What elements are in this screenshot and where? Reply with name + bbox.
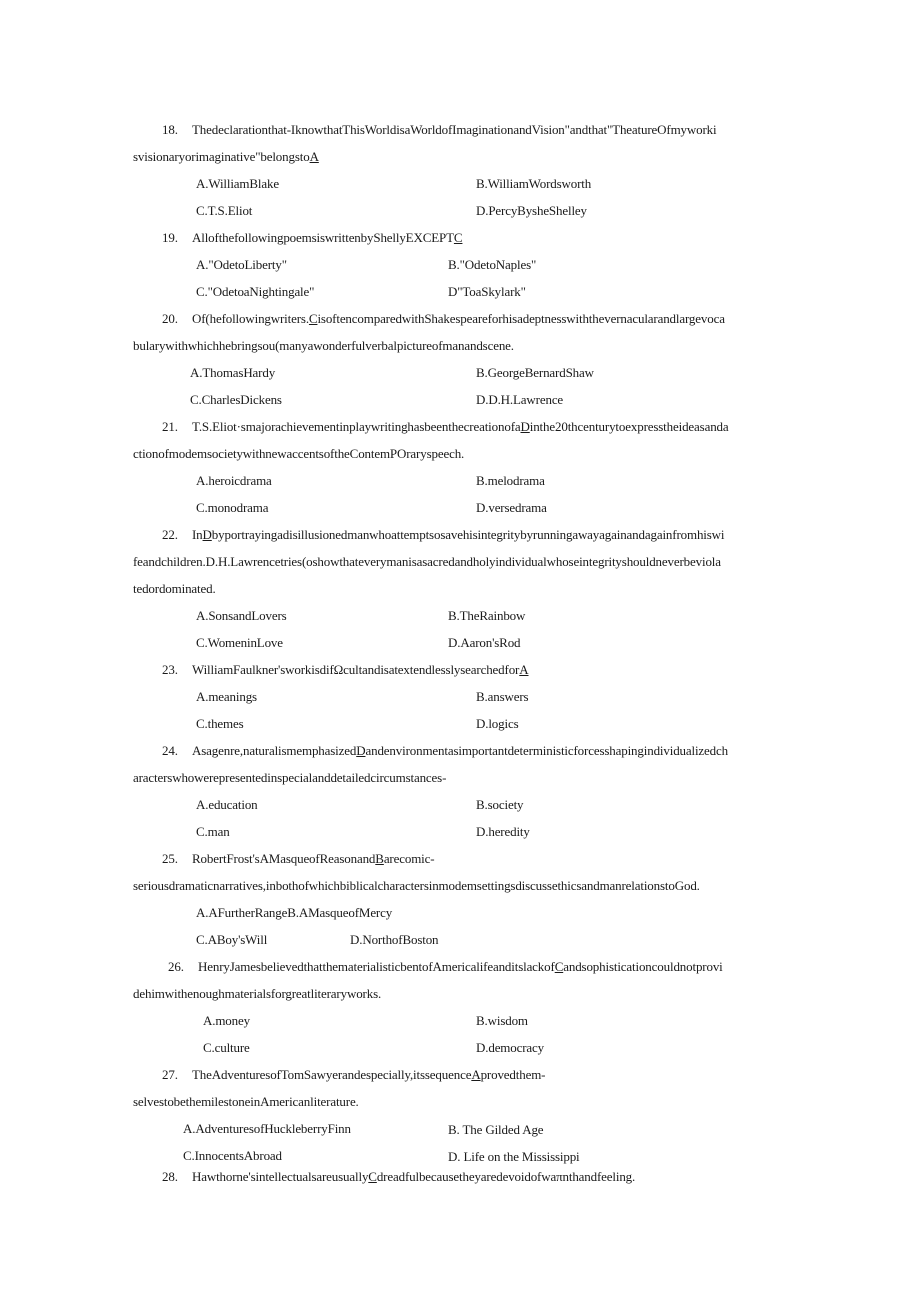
answer-option: B."OdetoNaples" bbox=[448, 257, 537, 272]
stem-text: arecomic‐ bbox=[383, 851, 435, 866]
answer-option: C.monodrama bbox=[196, 500, 269, 515]
stem-text: bularywithwhichhebringsou(manyawonderfulverbalpictureofmanandscene. bbox=[133, 338, 514, 353]
question-stem-line bbox=[133, 149, 319, 165]
stem-text: Asagenre,naturalismemphasized bbox=[192, 743, 357, 758]
question-number: 20. bbox=[162, 311, 178, 326]
stem-text: svisionaryorimaginative"belongsto bbox=[133, 149, 310, 164]
answer-option: B.GeorgeBernardShaw bbox=[476, 365, 594, 380]
answer-option: D.democracy bbox=[476, 1040, 545, 1055]
stem-text: byportrayingadisillusionedmanwhoattemptsosavehisintegritybyrunningawayagainandagainfromhiswi bbox=[211, 527, 725, 542]
question-stem-line bbox=[133, 1094, 359, 1110]
answer-option: D. Life on the Mississippi bbox=[448, 1149, 580, 1164]
stem-text: aracterswhowerepresentedinspecialanddetailedcircumstances‐ bbox=[133, 770, 447, 785]
answer-option: B.answers bbox=[476, 689, 529, 704]
answer-key: A bbox=[309, 149, 319, 164]
question-number: 22. bbox=[162, 527, 178, 542]
stem-text: selvestobethemilestoneinAmericanliterature. bbox=[133, 1094, 359, 1109]
answer-option: A.SonsandLovers bbox=[196, 608, 287, 623]
question-number: 26. bbox=[168, 959, 184, 974]
answer-option: A."OdetoLiberty" bbox=[196, 257, 287, 272]
answer-key: D bbox=[202, 527, 212, 542]
answer-option: B.WilliamWordsworth bbox=[476, 176, 592, 191]
question-stem-line bbox=[133, 986, 381, 1002]
answer-key: C bbox=[453, 230, 463, 245]
answer-key: D bbox=[356, 743, 366, 758]
answer-option: A.WilliamBlake bbox=[196, 176, 279, 191]
question-stem-line bbox=[192, 419, 729, 435]
stem-text: feandchildren.D.H.Lawrencetries(oshowthateverymanisasacredandholyindividualwhoseintegrityshouldneverbeviola bbox=[133, 554, 721, 569]
answer-option: C.WomeninLove bbox=[196, 635, 283, 650]
answer-key: C bbox=[554, 959, 564, 974]
stem-text: Of(hefollowingwriters. bbox=[192, 311, 309, 326]
answer-option: A.AdventuresofHuckleberryFinn bbox=[183, 1121, 351, 1136]
question-number: 19. bbox=[162, 230, 178, 245]
stem-text: WilliamFaulkner'sworkisdifΩcultandisatextendlesslysearchedfor bbox=[192, 662, 520, 677]
answer-option: D.heredity bbox=[476, 824, 530, 839]
stem-text: dehimwithenoughmaterialsforgreatliteraryworks. bbox=[133, 986, 382, 1001]
stem-text: seriousdramaticnarratives,inbothofwhichbiblicalcharactersinmodemsettingsdiscussethicsandmanrelationstoGod. bbox=[133, 878, 700, 893]
answer-key: A bbox=[471, 1067, 481, 1082]
answer-key: D bbox=[520, 419, 530, 434]
answer-option: D.logics bbox=[476, 716, 519, 731]
answer-option: A.ThomasHardy bbox=[190, 365, 276, 380]
answer-option: B.melodrama bbox=[476, 473, 545, 488]
answer-option: D.PercyBysheShelley bbox=[476, 203, 587, 218]
answer-option: D.Aaron'sRod bbox=[448, 635, 521, 650]
question-number: 27. bbox=[162, 1067, 178, 1082]
stem-text: Thedeclarationthat‐IknowthatThisWorldisaWorldofImaginationandVision"andthat"TheatureOfmyworki bbox=[192, 122, 717, 137]
answer-key: C bbox=[308, 311, 318, 326]
question-stem-line bbox=[192, 1067, 545, 1083]
answer-option: C.T.S.Eliot bbox=[196, 203, 253, 218]
answer-option: C.InnocentsAbroad bbox=[183, 1148, 282, 1163]
stem-text: In bbox=[192, 527, 203, 542]
answer-option: C.culture bbox=[203, 1040, 250, 1055]
stem-text: dreadfulbecausetheyaredevoidofwaπnthandfeeling. bbox=[376, 1169, 636, 1184]
question-stem-line bbox=[192, 851, 434, 867]
stem-text: T.S.Eliot·smajorachievementinplaywritinghasbeenthecreationofa bbox=[192, 419, 521, 434]
stem-text: RobertFrost'sAMasqueofReasonand bbox=[192, 851, 376, 866]
stem-text: TheAdventuresofTomSawyerandespecially,itssequence bbox=[192, 1067, 472, 1082]
answer-option: A.money bbox=[203, 1013, 250, 1028]
question-number: 21. bbox=[162, 419, 178, 434]
question-stem-line bbox=[192, 527, 724, 543]
answer-option: B.society bbox=[476, 797, 524, 812]
stem-text: andsophisticationcouldnotprovi bbox=[563, 959, 723, 974]
answer-option: A.education bbox=[196, 797, 258, 812]
question-stem-line bbox=[192, 311, 725, 327]
stem-text: andenvironmentasimportantdeterministicforcesshapingindividualizedch bbox=[365, 743, 728, 758]
answer-option: B.wisdom bbox=[476, 1013, 528, 1028]
answer-option: C."OdetoaNightingale" bbox=[196, 284, 315, 299]
answer-option: D.NorthofBoston bbox=[350, 932, 439, 947]
answer-key: A bbox=[519, 662, 529, 677]
question-number: 18. bbox=[162, 122, 178, 137]
question-stem-line bbox=[133, 554, 721, 570]
stem-text: inthe20thcenturytoexpresstheideasanda bbox=[529, 419, 729, 434]
question-stem-line bbox=[133, 446, 464, 462]
question-stem-line bbox=[192, 743, 728, 759]
stem-text: ctionofmodemsocietywithnewaccentsoftheContemPOraryspeech. bbox=[133, 446, 465, 461]
question-number: 25. bbox=[162, 851, 178, 866]
question-number: 24. bbox=[162, 743, 178, 758]
answer-option: A.meanings bbox=[196, 689, 257, 704]
answer-key: C bbox=[368, 1169, 377, 1184]
question-stem-line bbox=[133, 581, 216, 597]
answer-option: B. The Gilded Age bbox=[448, 1122, 544, 1137]
question-stem-line bbox=[192, 662, 529, 678]
answer-option: C.CharlesDickens bbox=[190, 392, 282, 407]
answer-option: C.man bbox=[196, 824, 230, 839]
question-number: 28. bbox=[162, 1169, 178, 1184]
answer-option: D.versedrama bbox=[476, 500, 547, 515]
answer-option: C.ABoy'sWill bbox=[196, 932, 268, 947]
question-stem-line bbox=[133, 338, 514, 354]
answer-option: D"ToaSkylark" bbox=[448, 284, 526, 299]
question-stem-line bbox=[192, 1169, 635, 1185]
answer-option: B.TheRainbow bbox=[448, 608, 526, 623]
answer-option: D.D.H.Lawrence bbox=[476, 392, 564, 407]
question-stem-line bbox=[198, 959, 723, 975]
answer-option: A.AFurtherRangeB.AMasqueofMercy bbox=[196, 905, 393, 920]
answer-option: C.themes bbox=[196, 716, 244, 731]
answer-key: B bbox=[375, 851, 384, 866]
stem-text: provedthem‐ bbox=[480, 1067, 546, 1082]
stem-text: Hawthorne'sintellectualsareusually bbox=[192, 1169, 369, 1184]
stem-text: AllofthefollowingpoemsiswrittenbyShellyEXCEPT bbox=[192, 230, 454, 245]
question-stem-line bbox=[192, 122, 716, 138]
question-stem-line bbox=[133, 770, 446, 786]
answer-option: A.heroicdrama bbox=[196, 473, 272, 488]
stem-text: isoftencomparedwithShakespeareforhisadeptnesswiththevernacularandlargevoca bbox=[317, 311, 725, 326]
question-number: 23. bbox=[162, 662, 178, 677]
stem-text: tedordominated. bbox=[133, 581, 216, 596]
question-stem-line bbox=[192, 230, 462, 246]
stem-text: HenryJamesbelievedthatthematerialisticbentofAmericalifeanditslackof bbox=[198, 959, 555, 974]
question-stem-line bbox=[133, 878, 700, 894]
